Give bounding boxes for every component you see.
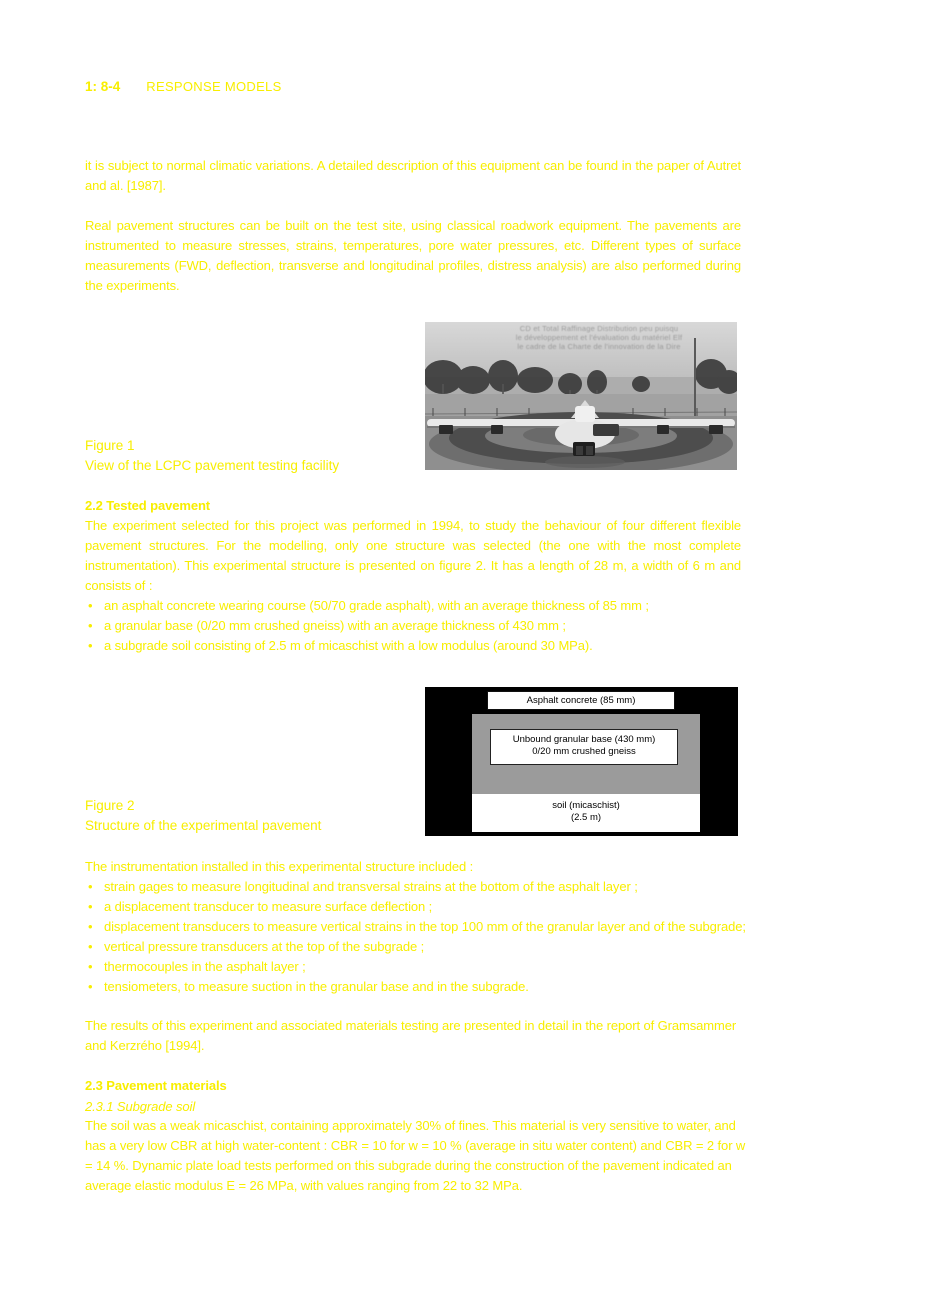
instrumentation-list [85,877,775,997]
running-title: RESPONSE MODELS [146,79,282,94]
ghost-line: CD et Total Raffinage Distribution peu puisqu [519,324,679,333]
diagram-granular-label [490,729,678,765]
ghost-line: le cadre de la Charte de l'innovation de la Dire [517,342,681,351]
figure1-photo [425,322,737,470]
list-item: • a displacement transducer to measure surface deflection ; [85,897,775,917]
list-item: • tensiometers, to measure suction in the granular base and in the subgrade. [85,977,775,997]
figure1-caption [85,436,339,476]
figure2-diagram [425,687,738,836]
pavement-structure-list [85,596,745,656]
page-header [85,78,282,96]
section-2-2-body: The experiment selected for this project was performed in 1994, to study the behaviour of four different flexible pavement structures. For the modelling, only one structure was selected (the one with the most complete instrumentation). This experimental structure is presented on figure 2. It has a length of 28 m, a width of 6 m and consists of : [85,518,741,593]
granular-label-line2: 0/20 mm crushed gneiss [532,746,636,757]
subgrade-soil-paragraph: The soil was a weak micaschist, containing approximately 30% of fines. This material is very sensitive to water, and has a very low CBR at high water-content : CBR = 10 for w = 10 % (average in situ water content) and CBR = 2 for w = 14 %. Dynamic plate load tests performed on this subgrade during the construction of the pavement indicated an average elastic modulus E = 26 MPa, with values ranging from 22 to 32 MPa. [85,1118,746,1193]
diagram-asphalt-layer: Asphalt concrete (85 mm) [487,691,675,710]
section-2-3-heading: 2.3 Pavement materials [85,1078,227,1093]
section-2-3-1-subheading: 2.3.1 Subgrade soil [85,1099,196,1114]
diagram-soil-layer [472,794,700,832]
list-item: • strain gages to measure longitudinal and transversal strains at the bottom of the asphalt layer ; [85,877,775,897]
figure1-caption-text: View of the LCPC pavement testing facility [85,458,340,473]
figure1-caption-label: Figure 1 [85,438,135,453]
granular-label-line1: Unbound granular base (430 mm) [512,734,656,745]
results-paragraph: The results of this experiment and associated materials testing are presented in detail in the report of Gramsammer and Kerzrého [1994]. [85,1018,737,1053]
list-item: • an asphalt concrete wearing course (50/70 grade asphalt), with an average thickness of 85 mm ; [85,596,745,616]
list-item: • a subgrade soil consisting of 2.5 m of micaschist with a low modulus (around 30 MPa). [85,636,745,656]
paragraph-climatic: it is subject to normal climatic variations. A detailed description of this equipment can be found in the paper of Autret and al. [1987]. [85,158,741,193]
ghost-line: le développement et l'évaluation du matériel Elf [515,333,683,342]
soil-label-line2: (2.5 m) [570,812,602,823]
figure2-caption-label: Figure 2 [85,798,135,813]
soil-label-line1: soil (micaschist) [552,800,620,811]
page-number: 1: 8-4 [85,79,121,94]
paragraph-real-pavement: Real pavement structures can be built on the test site, using classical roadwork equipment. The pavements are instrumented to measure stresses, strains, temperatures, pore water pressures, etc. Different types of surface measurements (FWD, deflection, transverse and longitudinal profiles, distress analysis) are also performed during the experiments. [85,218,741,293]
list-item: • displacement transducers to measure vertical strains in the top 100 mm of the granular layer and of the subgrade; [85,917,775,937]
photo-ghost-text [465,324,733,351]
list-item: • thermocouples in the asphalt layer ; [85,957,775,977]
instrumentation-intro: The instrumentation installed in this experimental structure included : [85,859,474,874]
list-item: • vertical pressure transducers at the top of the subgrade ; [85,937,775,957]
list-item: • a granular base (0/20 mm crushed gneiss) with an average thickness of 430 mm ; [85,616,745,636]
figure2-caption [85,796,321,836]
section-2-2-heading: 2.2 Tested pavement [85,498,211,513]
figure2-caption-text: Structure of the experimental pavement [85,818,322,833]
